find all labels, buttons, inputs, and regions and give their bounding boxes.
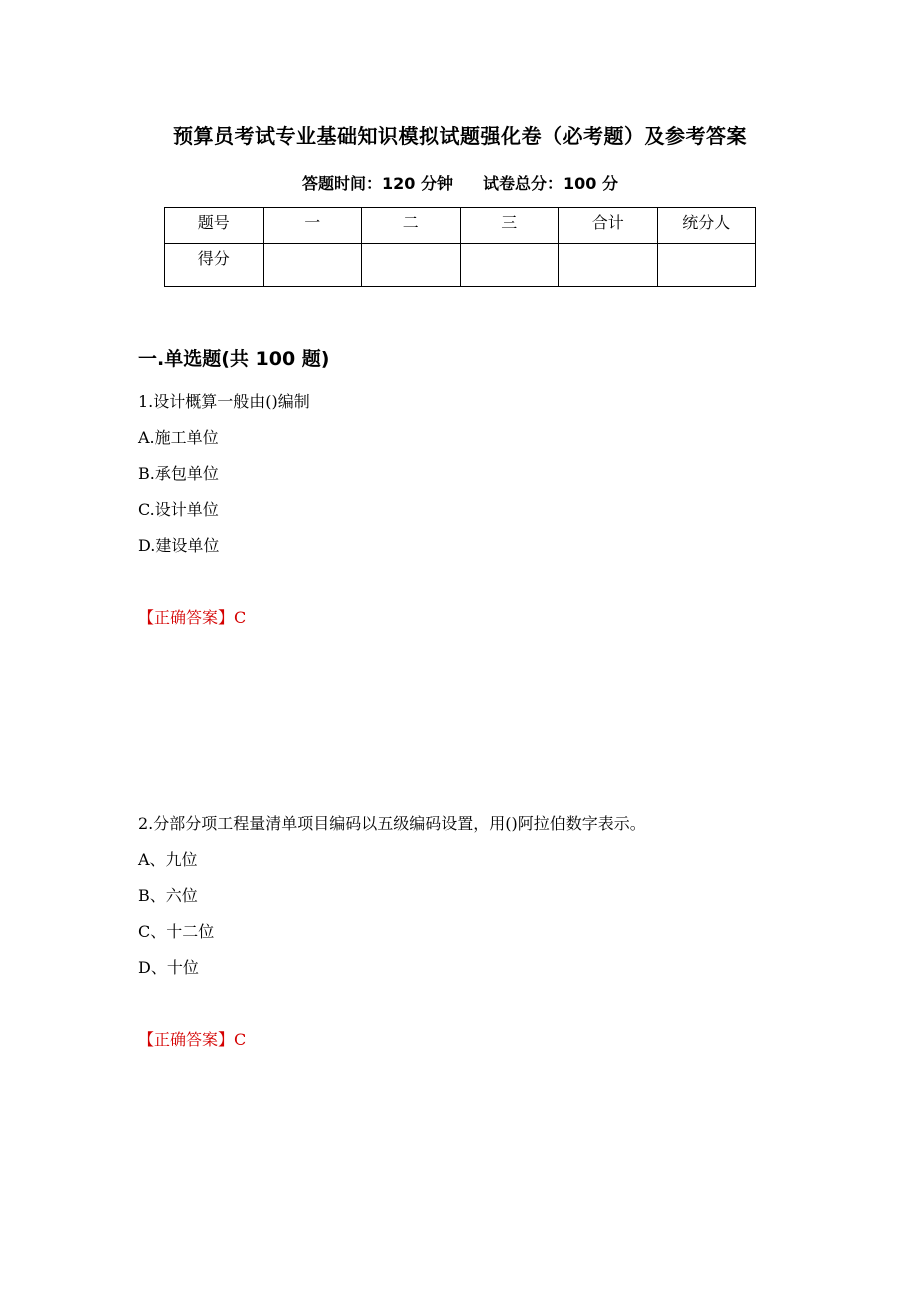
question-option: A、九位	[138, 850, 198, 869]
score-cell	[657, 244, 756, 287]
correct-answer: 【正确答案】C	[138, 608, 247, 627]
score-table-header-cell: 二	[362, 208, 461, 244]
score-row-label: 得分	[165, 244, 264, 287]
question-option: B、六位	[138, 886, 198, 905]
question-option: B.承包单位	[138, 464, 219, 483]
score-table-header-cell: 一	[263, 208, 362, 244]
score-cell	[460, 244, 559, 287]
question-stem: 1.设计概算一般由()编制	[138, 392, 310, 411]
question-option: A.施工单位	[138, 428, 219, 447]
exam-time: 答题时间：120 分钟	[302, 174, 453, 193]
question-option: D、十位	[138, 958, 199, 977]
score-table-header-cell: 三	[460, 208, 559, 244]
score-table-header-cell: 合计	[559, 208, 658, 244]
score-cell	[559, 244, 658, 287]
score-cell	[362, 244, 461, 287]
exam-total-score: 试卷总分：100 分	[483, 174, 618, 193]
score-table-header-row	[165, 208, 756, 244]
exam-info	[0, 173, 920, 195]
score-table-score-row	[165, 244, 756, 287]
section-title: 一.单选题(共 100 题)	[138, 348, 330, 370]
score-table-header-cell: 题号	[165, 208, 264, 244]
question-stem: 2.分部分项工程量清单项目编码以五级编码设置，用()阿拉伯数字表示。	[138, 814, 646, 833]
score-table-header-cell: 统分人	[657, 208, 756, 244]
correct-answer: 【正确答案】C	[138, 1030, 247, 1049]
question-option: D.建设单位	[138, 536, 220, 555]
page-title: 预算员考试专业基础知识模拟试题强化卷（必考题）及参考答案	[173, 124, 747, 148]
score-table	[164, 207, 756, 287]
question-option: C、十二位	[138, 922, 215, 941]
score-cell	[263, 244, 362, 287]
question-option: C.设计单位	[138, 500, 219, 519]
